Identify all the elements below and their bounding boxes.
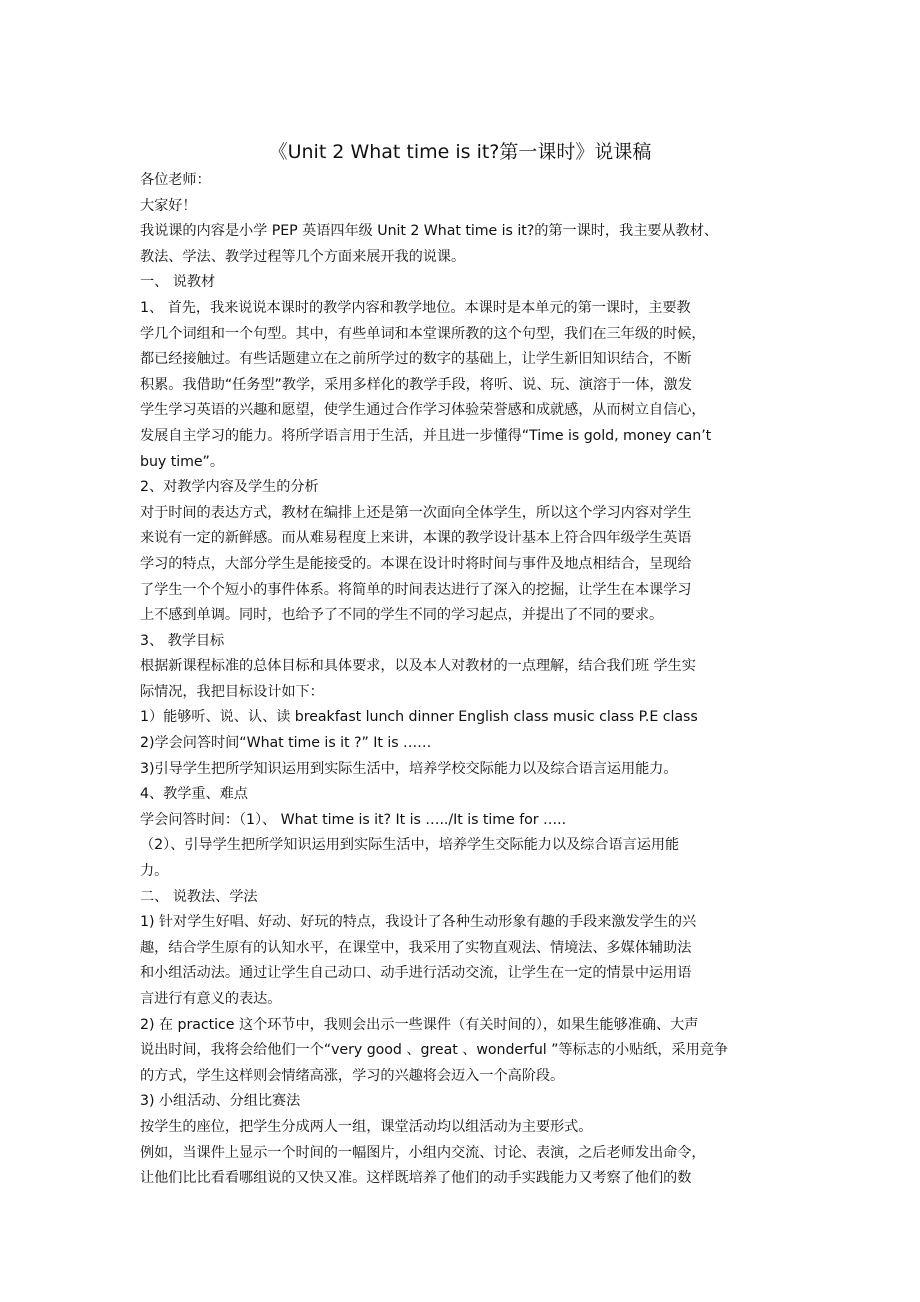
document-title: 《Unit 2 What time is it?第一课时》说课稿: [268, 141, 652, 163]
section-heading: 3、 教学目标: [140, 632, 225, 649]
paragraph-line: 和小组活动法。通过让学生自己动口、动手进行活动交流，让学生在一定的情景中运用语: [140, 965, 692, 982]
paragraph-line: 上不感到单调。同时，也给予了不同的学生不同的学习起点，并提出了不同的要求。: [140, 607, 664, 624]
paragraph-line: 让他们比比看看哪组说的又快又准。这样既培养了他们的动手实践能力又考察了他们的数: [140, 1170, 692, 1187]
list-item: 2)学会问答时间“What time is it ?” It is ……: [140, 735, 432, 752]
paragraph-line: 根据新课程标准的总体目标和具体要求，以及本人对教材的一点理解，结合我们班 学生实: [140, 658, 696, 675]
paragraph-line: 按学生的座位，把学生分成两人一组，课堂活动均以组活动为主要形式。: [140, 1118, 593, 1135]
paragraph-line: 学几个词组和一个句型。其中，有些单词和本堂课所教的这个句型，我们在三年级的时候，: [140, 325, 706, 342]
paragraph-line: （2）、引导学生把所学知识运用到实际生活中，培养学生交际能力以及综合语言运用能: [140, 837, 680, 854]
paragraph-line: 学习的特点，大部分学生是能接受的。本课在设计时将时间与事件及地点相结合，呈现给: [140, 555, 692, 572]
paragraph-line: 来说有一定的新鲜感。而从难易程度上来讲，本课的教学设计基本上符合四年级学生英语: [140, 530, 692, 547]
paragraph-line: 学会问答时间：（1）、 What time is it? It is …../It is time for …..: [140, 811, 567, 828]
paragraph-line: 对于时间的表达方式，教材在编排上还是第一次面向全体学生，所以这个学习内容对学生: [140, 504, 692, 521]
section-heading: 二、 说教法、学法: [140, 888, 258, 905]
paragraph-line: 趣，结合学生原有的认知水平，在课堂中，我采用了实物直观法、情境法、多媒体辅助法: [140, 939, 692, 956]
paragraph-line: 学生学习英语的兴趣和愿望，使学生通过合作学习体验荣誉感和成就感，从而树立自信心，: [140, 402, 706, 419]
paragraph-line: 大家好！: [140, 197, 197, 214]
section-heading: 3) 小组活动、分组比赛法: [140, 1093, 301, 1110]
paragraph-line: 力。: [140, 863, 169, 880]
paragraph-line: 了学生一个个短小的事件体系。将简单的时间表达进行了深入的挖掘，让学生在本课学习: [140, 581, 692, 598]
paragraph-line: 教法、学法、教学过程等几个方面来展开我的说课。: [140, 248, 466, 265]
paragraph-line: 例如，当课件上显示一个时间的一幅图片，小组内交流、讨论、表演，之后老师发出命令，: [140, 1144, 706, 1161]
section-heading: 2、对教学内容及学生的分析: [140, 479, 319, 496]
list-item: 3)引导学生把所学知识运用到实际生活中，培养学校交际能力以及综合语言运用能力。: [140, 760, 678, 777]
document-body: [140, 168, 790, 1192]
paragraph-line: 都已经接触过。有些话题建立在之前所学过的数字的基础上，让学生新旧知识结合，不断: [140, 351, 692, 368]
paragraph-line: 1) 针对学生好唱、好动、好玩的特点，我设计了各种生动形象有趣的手段来激发学生的兴: [140, 914, 697, 931]
paragraph-line: 言进行有意义的表达。: [140, 991, 282, 1007]
paragraph-line: 说出时间，我将会给他们一个“very good 、great 、wonderful ”等标志的小贴纸，采用竞争: [140, 1042, 729, 1059]
paragraph-line: 发展自主学习的能力。将所学语言用于生活，并且进一步懂得“Time is gold, money can’t: [140, 427, 712, 444]
section-heading: 一、 说教材: [140, 274, 216, 291]
list-item: 1）能够听、说、认、读 breakfast lunch dinner English class music class P.E class: [140, 709, 698, 726]
paragraph-line: 各位老师：: [140, 172, 211, 188]
paragraph-line: 2) 在 practice 这个环节中，我则会出示一些课件（有关时间的），如果生能够准确、大声: [140, 1016, 699, 1033]
section-heading: 4、教学重、难点: [140, 786, 248, 803]
paragraph-line: buy time”。: [140, 453, 224, 470]
paragraph-line: 积累。我借助“任务型”教学，采用多样化的教学手段，将听、说、玩、演溶于一体，激发: [140, 376, 692, 393]
paragraph-line: 际情况，我把目标设计如下：: [140, 683, 324, 700]
paragraph-line: 1、 首先，我来说说本课时的教学内容和教学地位。本课时是本单元的第一课时，主要教: [140, 299, 691, 316]
paragraph-line: 的方式，学生这样则会情绪高涨，学习的兴趣将会迈入一个高阶段。: [140, 1067, 565, 1084]
paragraph-line: 我说课的内容是小学 PEP 英语四年级 Unit 2 What time is it?的第一课时，我主要从教材、: [140, 223, 719, 240]
